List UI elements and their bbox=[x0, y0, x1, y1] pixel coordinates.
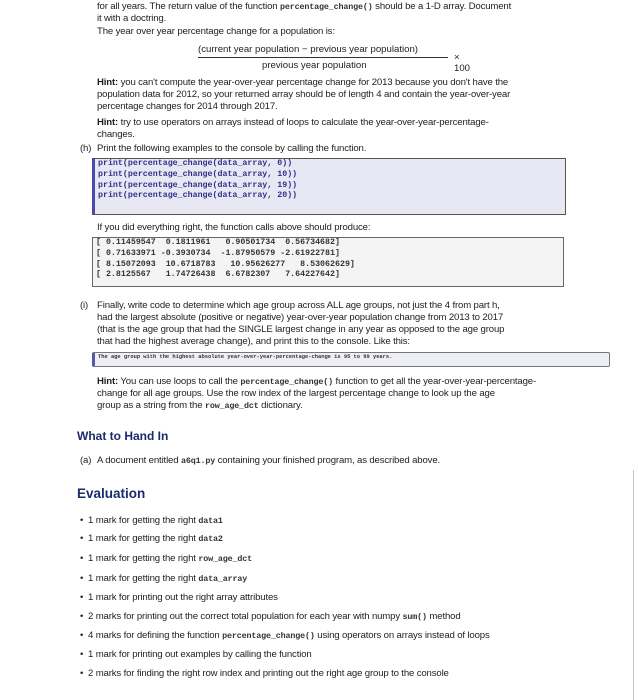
evaluation-item: • 1 mark for getting the right row_age_dct bbox=[88, 553, 252, 565]
hint-1-line-2: population data for 2012, so your returned array should be of length 4 and contain the year-over-year bbox=[97, 89, 511, 100]
evaluation-item: • 2 marks for printing out the correct total population for each year with numpy sum() method bbox=[88, 611, 461, 623]
part-i-line-1: Finally, write code to determine which age group across ALL age groups, not just the 4 from part h, bbox=[97, 300, 500, 311]
evaluation-item: • 4 marks for defining the function percentage_change() using operators on arrays instead of loops bbox=[88, 630, 490, 642]
code-line: print(percentage_change(data_array, 20)) bbox=[98, 191, 298, 201]
hint-1-line-1: Hint: you can't compute the year-over-year percentage change for 2013 because you don't have the bbox=[97, 77, 509, 88]
formula-multiplier: × 100 bbox=[454, 52, 471, 74]
hand-in-item: A document entitled a6q1.py containing your finished program, as described above. bbox=[97, 455, 441, 466]
example-output-line: The age group with the highest absolute year-over-year-percentage-change is 95 to 99 years. bbox=[98, 354, 393, 360]
hint-2-line-2: changes. bbox=[97, 129, 135, 140]
part-i-hint-line-1: Hint: You can use loops to call the percentage_change() function to get all the year-over-year-percentage- bbox=[97, 376, 537, 387]
evaluation-item: • 1 mark for getting the right data2 bbox=[88, 533, 223, 545]
intro-line-3: The year over year percentage change for a population is: bbox=[97, 26, 335, 37]
part-i-hint-line-3: group as a string from the row_age_dct dictionary. bbox=[97, 400, 303, 411]
evaluation-heading: Evaluation bbox=[77, 486, 146, 501]
output-line: [ 0.71633971 -0.3930734 -1.87950579 -2.61922781] bbox=[96, 248, 340, 258]
code-line: print(percentage_change(data_array, 19)) bbox=[98, 180, 298, 190]
part-i-line-4: that had the highest average change), and print this to the console. Like this: bbox=[97, 336, 410, 347]
evaluation-item: • 1 mark for getting the right data1 bbox=[88, 515, 223, 527]
output-line: [ 0.11459547 0.1811961 0.90501734 0.56734682] bbox=[96, 238, 340, 247]
code-line: print(percentage_change(data_array, 0)) bbox=[98, 159, 293, 168]
part-h-text: Print the following examples to the console by calling the function. bbox=[97, 143, 367, 154]
intro-line-1: for all years. The return value of the function percentage_change() should be a 1-D array. Document bbox=[97, 1, 512, 12]
part-h-output-intro: If you did everything right, the function calls above should produce: bbox=[97, 222, 371, 233]
evaluation-item: • 1 mark for getting the right data_array bbox=[88, 573, 247, 585]
part-i-line-3: (that is the age group that had the SINGLE largest change in any year as opposed to the age group bbox=[97, 324, 505, 335]
part-h-code-block bbox=[92, 158, 566, 215]
part-i-hint-line-2: change for all age groups. Use the row index of the largest percentage change to look up the age bbox=[97, 388, 495, 399]
code-line: print(percentage_change(data_array, 10)) bbox=[98, 169, 298, 179]
formula-fraction-bar bbox=[198, 57, 448, 58]
part-i-marker: (i) bbox=[80, 300, 89, 311]
evaluation-item: • 1 mark for printing out examples by calling the function bbox=[88, 649, 312, 661]
part-h-marker: (h) bbox=[80, 143, 92, 154]
part-i-line-2: had the largest absolute (positive or negative) year-over-year population change from 2013 to 2017 bbox=[97, 312, 504, 323]
evaluation-item: • 1 mark for printing out the right array attributes bbox=[88, 592, 278, 604]
hand-in-heading: What to Hand In bbox=[77, 429, 169, 443]
part-h-expected-output bbox=[92, 237, 564, 287]
formula-numerator: (current year population − previous year population) bbox=[198, 44, 418, 55]
output-line: [ 2.8125567 1.74726438 6.6782307 7.64227642] bbox=[96, 270, 340, 280]
part-i-example-output bbox=[92, 352, 610, 367]
percentage-change-formula bbox=[198, 44, 478, 74]
page-edge-divider bbox=[633, 470, 634, 700]
hand-in-item-marker: (a) bbox=[80, 455, 92, 466]
output-line: [ 8.15072093 10.6718783 10.95626277 8.53062629] bbox=[96, 259, 355, 269]
formula-denominator: previous year population bbox=[262, 60, 367, 71]
evaluation-item: • 2 marks for finding the right row index and printing out the right age group to the console bbox=[88, 668, 449, 680]
hint-2-line-1: Hint: try to use operators on arrays instead of loops to calculate the year-over-year-percentage- bbox=[97, 117, 489, 128]
hint-1-line-3: percentage changes for 2014 through 2017. bbox=[97, 101, 278, 112]
intro-line-2: it with a doctring. bbox=[97, 13, 167, 24]
